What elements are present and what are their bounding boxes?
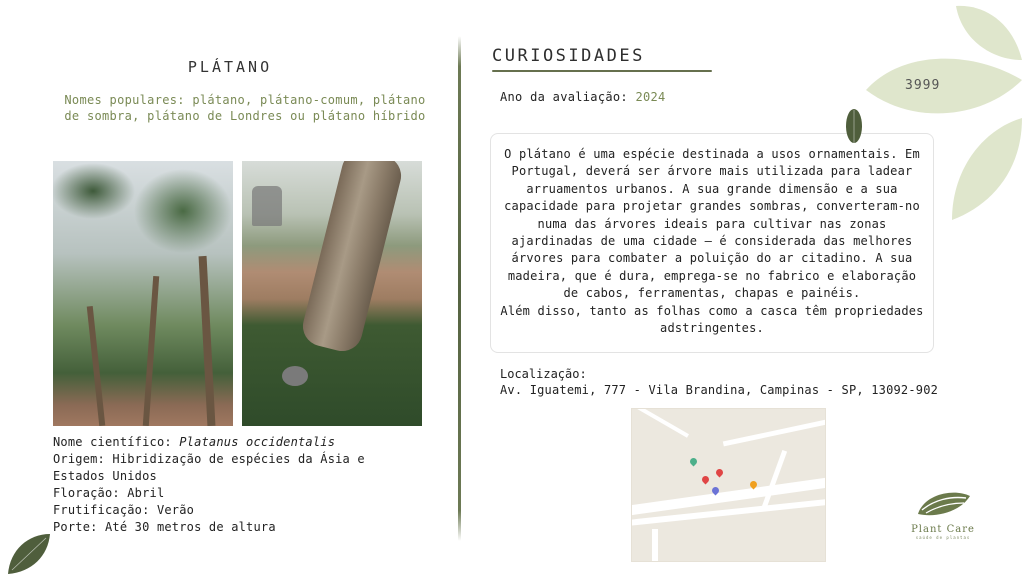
fruiting-row: Frutificação: Verão: [53, 503, 195, 517]
size-row: Porte: Até 30 metros de altura: [53, 520, 276, 534]
tree-photo-trunk: [242, 161, 422, 426]
year-value: 2024: [635, 90, 666, 104]
leaves-decoration-icon: [862, 0, 1024, 230]
scientific-name-row: [53, 434, 413, 451]
map-pin-small-red-icon[interactable]: [701, 475, 711, 485]
location-label: Localização:: [500, 367, 587, 381]
location-address: Av. Iguatemi, 777 - Vila Brandina, Campinas - SP, 13092-902: [500, 383, 939, 397]
curiosities-paragraph-1: O plátano é uma espécie destinada a usos ornamentais. Em Portugal, deverá ser árvore mais utilizada para ladear arruamentos urbanos. A sua grande dimensão e a sua capacidade para projetar grandes sombras, converteram-no numa das árvores ideais para cultivar nas zonas ajardinadas de uma cidade – é considerada das melhores árvores para combater a poluição do ar citadino. A sua madeira, que é dura, emprega-se no fabrico e elaboração de cabos, ferramentas, chapas e painéis.: [504, 147, 920, 301]
evaluation-year: [500, 90, 666, 104]
plant-facts: [53, 434, 413, 536]
plant-care-logo: [908, 486, 978, 540]
scientific-name: Platanus occidentalis: [179, 435, 336, 449]
map-pin-red-icon[interactable]: [715, 468, 725, 478]
heading-underline: [492, 70, 712, 72]
column-divider: [458, 36, 461, 541]
popular-names: Nomes populares: plátano, plátano-comum, plátano de sombra, plátano de Londres ou plátano híbrido: [64, 93, 426, 123]
scientific-label: Nome científico:: [53, 435, 180, 449]
curiosities-heading: CURIOSIDADES: [492, 46, 645, 66]
badge-number: 3999: [905, 78, 941, 93]
flowering-row: Floração: Abril: [53, 486, 165, 500]
origin-row: Origem: Hibridização de espécies da Ásia e Estados Unidos: [53, 452, 365, 483]
tree-photo-park: [53, 161, 233, 426]
map-pin-green-icon[interactable]: [689, 457, 699, 467]
plant-name: PLÁTANO: [187, 58, 273, 76]
leaf-bottom-left-icon: [4, 530, 52, 576]
logo-name: Plant Care: [911, 524, 975, 535]
year-label: Ano da avaliação:: [500, 90, 636, 104]
location-map[interactable]: [631, 408, 826, 562]
logo-tagline: saúde de plantas: [915, 535, 971, 540]
curiosities-paragraph-2: Além disso, tanto as folhas como a casca têm propriedades adstringentes.: [500, 303, 924, 336]
plant-care-leaf-icon: [914, 486, 972, 518]
leaf-small-icon: [844, 108, 864, 146]
